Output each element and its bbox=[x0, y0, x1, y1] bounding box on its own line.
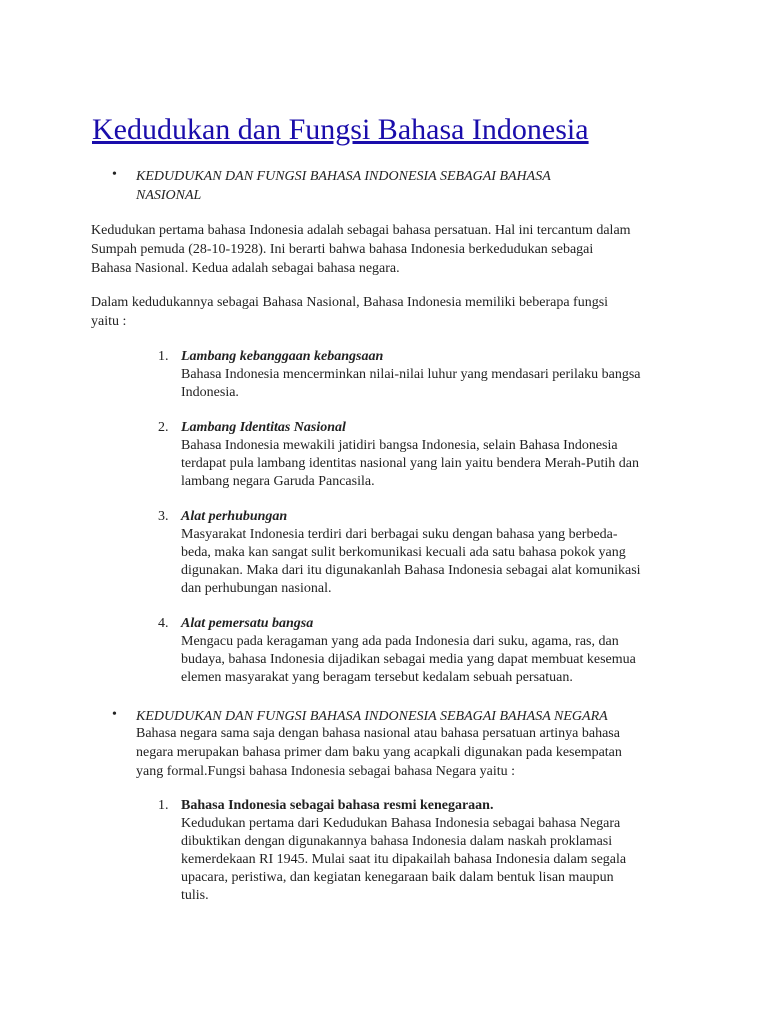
bullet-icon: • bbox=[112, 167, 117, 182]
list-item-number: 4. bbox=[158, 616, 169, 631]
list-item-number: 3. bbox=[158, 509, 169, 524]
list-item-text: Masyarakat Indonesia terdiri dari berbagai suku dengan bahasa yang berbeda- beda, maka kan sangat sulit berkomunikasi kecuali ada satu bahasa pokok yang digunakan. Maka dari itu digunakanlah Bahasa Indonesia sebagai alat komunikasi dan perhubungan nasional. bbox=[181, 527, 641, 596]
section-1-intro: Kedudukan pertama bahasa Indonesia adalah sebagai bahasa persatuan. Hal ini tercantum dalam Sumpah pemuda (28-10-1928). Ini berarti bahwa bahasa Indonesia berkedudukan sebagai Bahasa Nasional. Kedua adalah sebagai bahasa negara. bbox=[91, 223, 631, 276]
list-item-text: Mengacu pada keragaman yang ada pada Indonesia dari suku, agama, ras, dan budaya, bahasa Indonesia dijadikan sebagai media yang dapat membuat kesemua elemen masyarakat yang beragam tersebut kedalam sebuah persatuan. bbox=[181, 634, 636, 685]
list-item-title: Bahasa Indonesia sebagai bahasa resmi kenegaraan. bbox=[181, 798, 494, 813]
section-1-lead: Dalam kedudukannya sebagai Bahasa Nasional, Bahasa Indonesia memiliki beberapa fungsi yaitu : bbox=[91, 295, 609, 329]
list-item-title: Lambang kebanggaan kebangsaan bbox=[181, 349, 384, 364]
list-item-number: 1. bbox=[158, 798, 169, 813]
page-title[interactable]: Kedudukan dan Fungsi Bahasa Indonesia bbox=[92, 113, 589, 146]
bullet-icon: • bbox=[112, 707, 117, 722]
section-1-heading-line-1: KEDUDUKAN DAN FUNGSI BAHASA INDONESIA SEBAGAI BAHASA bbox=[136, 169, 551, 184]
list-item-title: Lambang Identitas Nasional bbox=[181, 420, 346, 435]
list-item-title: Alat pemersatu bangsa bbox=[181, 616, 314, 631]
list-item-title: Alat perhubungan bbox=[181, 509, 288, 524]
section-1-heading-line-2: NASIONAL bbox=[136, 188, 202, 203]
list-item-text: Bahasa Indonesia mewakili jatidiri bangsa Indonesia, selain Bahasa Indonesia terdapat pula lambang identitas nasional yang lain yaitu bendera Merah-Putih dan lambang negara Garuda Pancasila. bbox=[181, 438, 639, 489]
list-item-number: 1. bbox=[158, 349, 169, 364]
list-item-text: Kedudukan pertama dari Kedudukan Bahasa Indonesia sebagai bahasa Negara dibuktikan dengan digunakannya bahasa Indonesia dalam naskah proklamasi kemerdekaan RI 1945. Mulai saat itu dipakailah bahasa Indonesia dalam segala upacara, peristiwa, dan kegiatan kenegaraan baik dalam bentuk lisan maupun tulis. bbox=[181, 816, 627, 903]
section-2-intro: Bahasa negara sama saja dengan bahasa nasional atau bahasa persatuan artinya bahasa negara merupakan bahasa primer dam baku yang acapkali digunakan pada kesempatan yang formal.Fungsi bahasa Indonesia sebagai bahasa Negara yaitu : bbox=[136, 726, 622, 779]
list-item-text: Bahasa Indonesia mencerminkan nilai-nilai luhur yang mendasari perilaku bangsa Indonesia. bbox=[181, 367, 641, 400]
list-item-number: 2. bbox=[158, 420, 169, 435]
